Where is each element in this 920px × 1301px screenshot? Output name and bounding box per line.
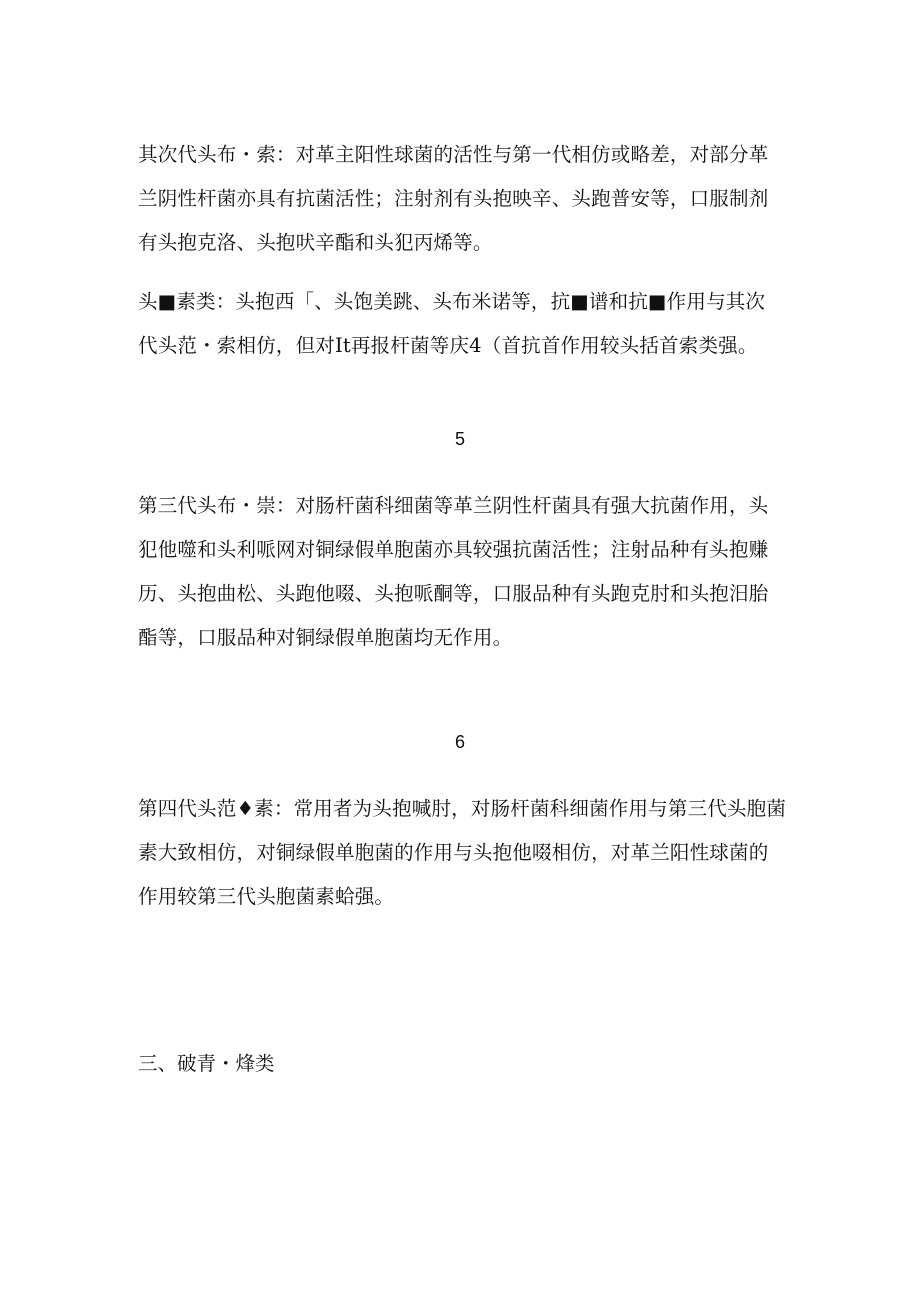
paragraph-cephamycin (138, 280, 788, 368)
page-number: 6 (454, 732, 465, 752)
text-line: 有头抱克洛、头抱吠辛酯和头犯丙烯等。 (138, 231, 493, 254)
text-line: 历、头抱曲松、头跑他啜、头抱哌酮等，口服品种有头跑克肘和头抱汨胎 (138, 582, 769, 605)
text-line: 其次代头布・索：对革主阳性球菌的活性与第一代相仿或略差，对部分革 (138, 143, 769, 166)
paragraph-second-generation (138, 133, 788, 265)
text-line: 代头范・索相仿，但对It再报杆菌等庆4（首抗首作用较头括首索类强。 (138, 334, 758, 357)
text-line: 酯等，口服品种对铜绿假单胞菌均无作用。 (138, 626, 513, 649)
text-line: 素大致相仿，对铜绿假单胞菌的作用与头抱他啜相仿，对革兰阳性球菌的 (138, 841, 769, 864)
text-line: 头■素类：头抱西「、头饱美跳、头布米诺等，抗■谱和抗■作用与其次 (138, 290, 766, 313)
page-number: 5 (454, 429, 465, 449)
text-line: 第三代头布・崇：对肠杆菌科细菌等革兰阴性杆菌具有强大抗菌作用，头 (138, 494, 769, 517)
text-line: 作用较第三代头胞菌素蛤强。 (138, 885, 395, 908)
section-heading: 三、破青・烽类 (138, 1052, 275, 1075)
text-line: 兰阴性杆菌亦具有抗菌活性；注射剂有头抱映辛、头跑普安等，口服制剂 (138, 187, 769, 210)
paragraph-third-generation (138, 484, 788, 660)
text-line: 第四代头范♦素：常用者为头抱喊肘，对肠杆菌科细菌作用与第三代头胞菌 (138, 797, 787, 820)
text-line: 犯他噬和头利哌网对铜绿假单胞菌亦具较强抗菌活性；注射品种有头抱赚 (138, 538, 769, 561)
paragraph-fourth-generation (138, 787, 788, 919)
